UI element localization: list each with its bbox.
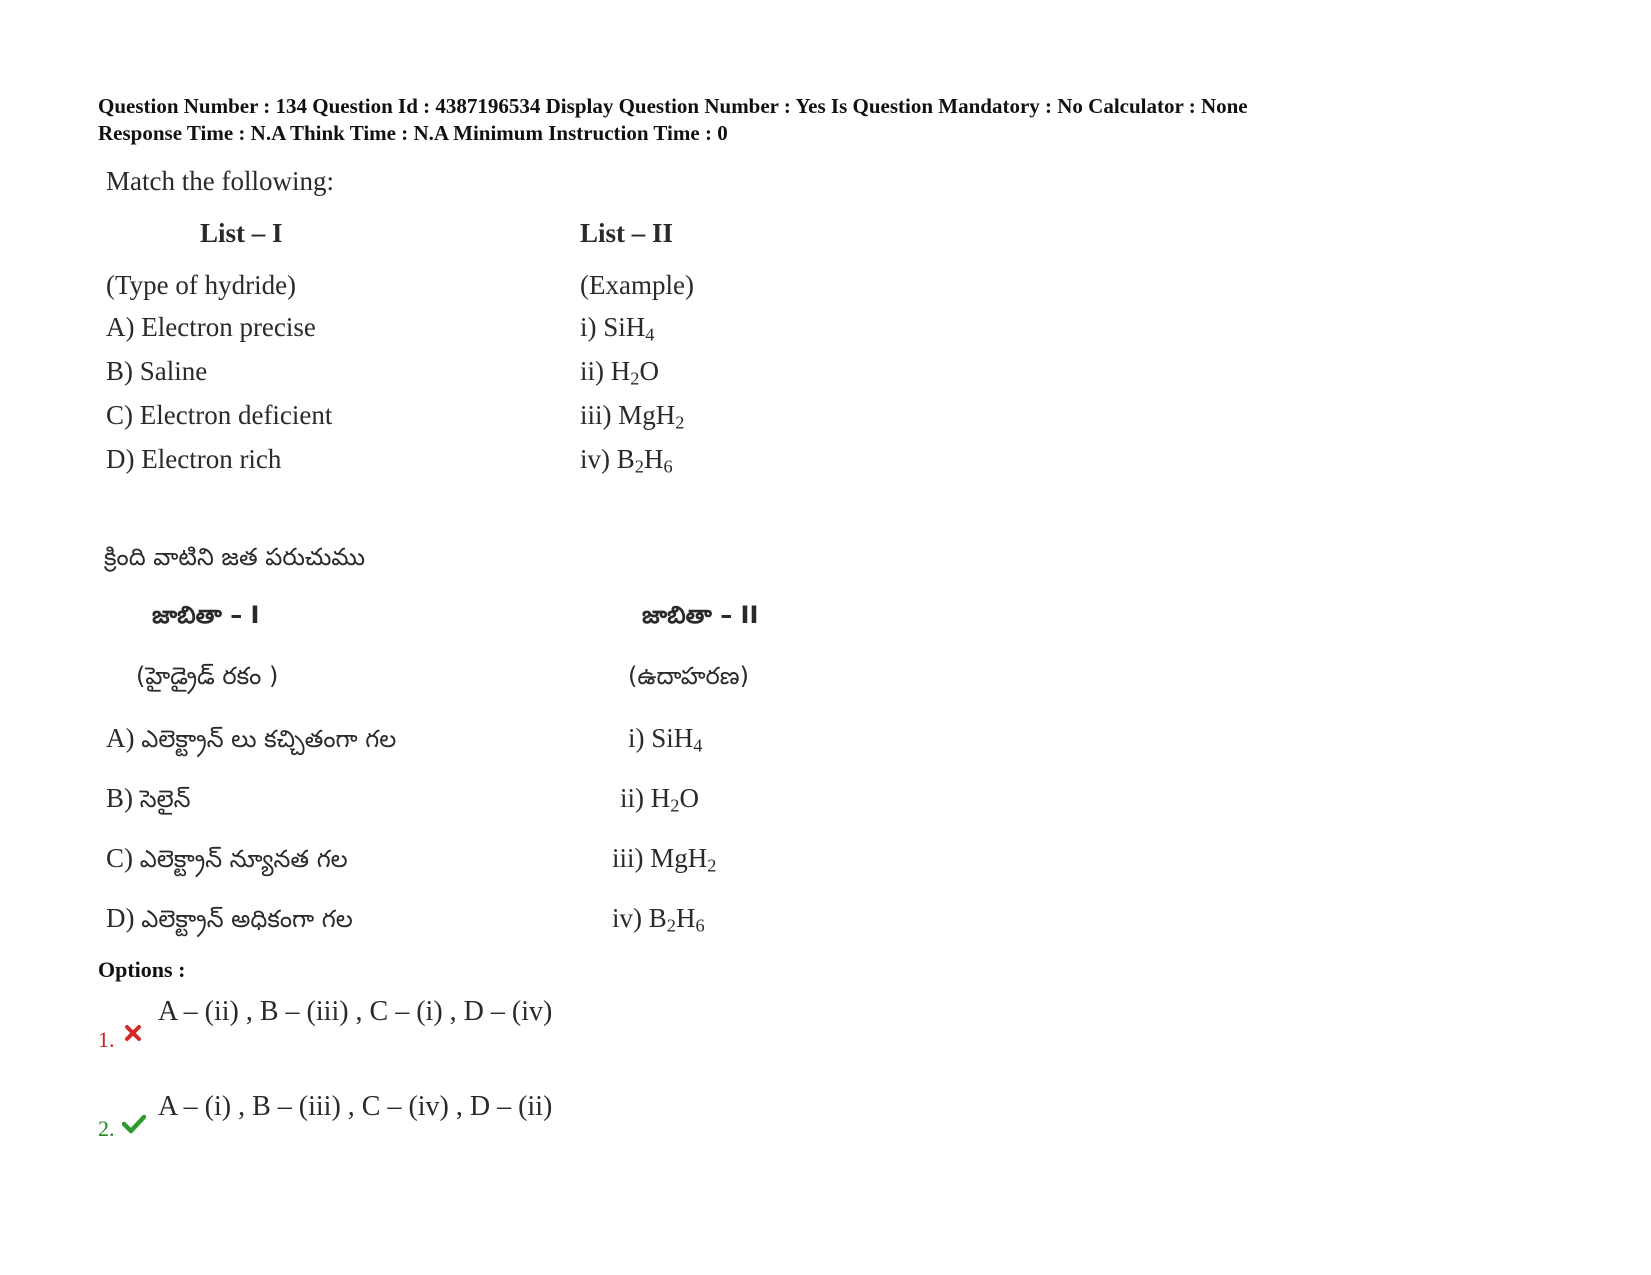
question-meta-line-1: Question Number : 134 Question Id : 4387196534 Display Question Number : Yes Is Question Mandatory : No Calculator : None xyxy=(98,94,1248,118)
option-1-text[interactable]: A – (ii) , B – (iii) , C – (i) , D – (iv) xyxy=(158,996,553,1027)
list1-item-d-english: D) Electron rich xyxy=(106,444,282,474)
list1-item-b-english: B) Saline xyxy=(106,356,208,386)
options-label: Options : xyxy=(98,957,186,982)
list2-item-i-english: i) SiH$_4$ xyxy=(580,312,655,345)
check-icon xyxy=(122,1114,146,1139)
list2-item-iii-english: iii) MgH$_2$ xyxy=(580,400,685,433)
list1-item-b-telugu: B) సెలైన్ xyxy=(106,783,191,813)
list1-header-telugu: జాబితా – I xyxy=(152,601,260,629)
list2-item-ii-english: ii) $H_2O$ xyxy=(580,356,659,389)
list2-item-iv-telugu: iv) $B_2H_6$ xyxy=(612,903,705,936)
question-meta-line-2: Response Time : N.A Think Time : N.A Minimum Instruction Time : 0 xyxy=(98,121,728,145)
list1-item-c-english: C) Electron deficient xyxy=(106,400,333,430)
list2-item-ii-telugu: ii) $H_2O$ xyxy=(620,783,699,816)
list1-header-english: List – I xyxy=(200,218,283,248)
instruction-telugu: క్రింది వాటిని జత పరుచుము xyxy=(104,543,366,571)
option-2-number: 2. xyxy=(98,1116,115,1141)
list2-item-iii-telugu: iii) MgH$_2$ xyxy=(612,843,717,876)
list2-subheader-telugu: (ఉదాహరణ) xyxy=(628,662,749,690)
list2-subheader-english: (Example) xyxy=(580,270,694,300)
list2-item-i-telugu: i) SiH$_4$ xyxy=(628,723,703,756)
list1-item-a-english: A) Electron precise xyxy=(106,312,316,342)
list1-subheader-english: (Type of hydride) xyxy=(106,270,297,300)
option-1-number: 1. xyxy=(98,1027,115,1052)
list1-subheader-telugu: (హైడ్రైడ్ రకం ) xyxy=(136,662,279,690)
list2-item-iv-english: iv) $B_2H_6$ xyxy=(580,444,673,477)
list2-header-english: List – II xyxy=(580,218,674,248)
list1-item-d-telugu: D) ఎలెక్ట్రాన్ అధికంగా గల xyxy=(106,903,353,933)
list1-item-c-telugu: C) ఎలెక్ట్రాన్ న్యూనత గల xyxy=(106,843,348,873)
instruction-english: Match the following: xyxy=(106,166,334,196)
list1-item-a-telugu: A) ఎలెక్ట్రాన్ లు కచ్చితంగా గల xyxy=(106,723,397,753)
cross-icon xyxy=(124,1024,142,1047)
option-2-text[interactable]: A – (i) , B – (iii) , C – (iv) , D – (ii) xyxy=(158,1091,553,1122)
list2-header-telugu: జాబితా – II xyxy=(642,601,759,629)
